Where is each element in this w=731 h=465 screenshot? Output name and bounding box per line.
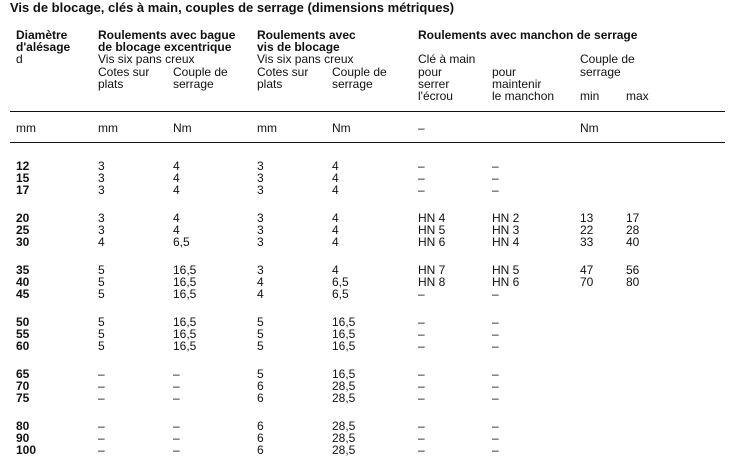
header-wrench-sleeve-line3: le manchon [492,89,555,103]
header-flats-2-line2: plats [257,77,283,91]
cell-flats-2: 3 [257,183,264,197]
cell-wrench-sleeve: HN 5 [492,263,520,277]
cell-wrench-nut: – [418,159,425,173]
cell-wrench-sleeve: HN 6 [492,275,520,289]
cell-flats-2: 6 [257,431,264,445]
cell-flats-2: 5 [257,339,264,353]
cell-wrench-sleeve: – [492,443,499,457]
cell-flats-2: 3 [257,235,264,249]
cell-bore: 35 [16,263,30,277]
cell-torque-max: 56 [626,263,640,277]
cell-torque-2: 28,5 [332,419,356,433]
cell-flats-2: 6 [257,443,264,457]
table-row [0,172,731,184]
cell-torque-max: 40 [626,235,640,249]
cell-flats-1: 4 [98,235,105,249]
cell-wrench-nut: – [418,315,425,329]
table-row [0,160,731,172]
unit-wrench: – [418,121,425,135]
header-max: max [626,89,649,103]
header-eccentric-line2: de blocage excentrique [98,40,232,54]
header-torque-1-line1: Couple de [173,65,228,79]
cell-bore: 100 [16,443,37,457]
cell-wrench-sleeve: – [492,287,499,301]
cell-bore: 70 [16,379,30,393]
cell-wrench-sleeve: – [492,419,499,433]
cell-flats-2: 3 [257,263,264,277]
cell-bore: 20 [16,211,30,225]
table-row [0,264,731,276]
header-torque-sleeve-line2: serrage [580,65,621,79]
cell-torque-2: 28,5 [332,391,356,405]
cell-torque-min: 70 [580,275,594,289]
cell-torque-min: 13 [580,211,594,225]
cell-bore: 55 [16,327,30,341]
cell-bore: 15 [16,171,30,185]
table-row [0,444,731,456]
header-flats-2-line1: Cotes sur [257,65,309,79]
cell-wrench-sleeve: – [492,315,499,329]
cell-torque-1: 16,5 [173,287,197,301]
cell-wrench-nut: – [418,431,425,445]
cell-flats-1: 3 [98,159,105,173]
cell-flats-1: – [98,419,105,433]
unit-torque-1: Nm [173,121,192,135]
cell-flats-1: 5 [98,327,105,341]
header-min: min [580,89,600,103]
cell-torque-2: 4 [332,235,339,249]
header-wrench-nut-line3: l'écrou [418,89,453,103]
cell-torque-1: 4 [173,223,180,237]
table-row [0,368,731,380]
unit-flats-2: mm [257,121,277,135]
cell-wrench-nut: HN 5 [418,223,446,237]
cell-bore: 30 [16,235,30,249]
cell-torque-1: – [173,367,180,381]
cell-wrench-sleeve: – [492,431,499,445]
header-bore-line1: Diamètre [16,28,68,42]
cell-flats-1: 3 [98,183,105,197]
cell-flats-2: 3 [257,159,264,173]
cell-torque-2: 28,5 [332,379,356,393]
cell-flats-2: 4 [257,287,264,301]
cell-flats-2: 4 [257,275,264,289]
table-row [0,224,731,236]
header-rule-top [10,111,725,112]
cell-flats-2: 3 [257,223,264,237]
cell-wrench-sleeve: HN 4 [492,235,520,249]
cell-torque-1: 4 [173,159,180,173]
cell-wrench-nut: – [418,171,425,185]
cell-torque-max: 80 [626,275,640,289]
cell-wrench-sleeve: – [492,171,499,185]
cell-torque-2: 6,5 [332,287,349,301]
cell-torque-1: 16,5 [173,339,197,353]
table-row [0,288,731,300]
cell-torque-2: 16,5 [332,339,356,353]
unit-torque-2: Nm [332,121,351,135]
table-row [0,316,731,328]
cell-torque-2: 28,5 [332,431,356,445]
header-torque-1-line2: serrage [173,77,214,91]
cell-flats-1: – [98,379,105,393]
cell-wrench-sleeve: – [492,391,499,405]
cell-torque-max: 17 [626,211,640,225]
header-bore-symbol: d [16,52,23,66]
cell-torque-2: 4 [332,223,339,237]
cell-wrench-sleeve: – [492,159,499,173]
cell-wrench-nut: – [418,419,425,433]
header-eccentric-line1: Roulements avec bague [98,28,236,42]
cell-torque-1: 4 [173,211,180,225]
cell-bore: 75 [16,391,30,405]
cell-bore: 25 [16,223,30,237]
cell-wrench-sleeve: – [492,183,499,197]
cell-wrench-nut: – [418,287,425,301]
cell-bore: 12 [16,159,30,173]
cell-wrench-nut: – [418,443,425,457]
cell-flats-1: 3 [98,223,105,237]
header-hex-socket-2: Vis six pans creux [257,52,354,66]
cell-wrench-nut: – [418,327,425,341]
cell-torque-1: – [173,443,180,457]
cell-torque-max: 28 [626,223,640,237]
cell-torque-2: 16,5 [332,327,356,341]
unit-bore: mm [16,121,36,135]
cell-wrench-sleeve: – [492,379,499,393]
table-row [0,184,731,196]
header-flats-1-line1: Cotes sur [98,65,150,79]
header-wrench-nut-line2: serrer [418,77,450,91]
cell-flats-2: 6 [257,391,264,405]
cell-torque-min: 33 [580,235,594,249]
cell-torque-2: 16,5 [332,315,356,329]
cell-torque-2: 28,5 [332,443,356,457]
cell-wrench-nut: HN 4 [418,211,446,225]
cell-flats-1: 5 [98,263,105,277]
table-row [0,276,731,288]
header-wrench-nut-line1: pour [418,65,443,79]
unit-flats-1: mm [98,121,118,135]
cell-torque-1: – [173,391,180,405]
cell-flats-1: – [98,391,105,405]
cell-bore: 50 [16,315,30,329]
cell-flats-1: 5 [98,287,105,301]
header-torque-2-line1: Couple de [332,65,387,79]
cell-flats-1: – [98,367,105,381]
table-row [0,340,731,352]
cell-torque-1: 4 [173,183,180,197]
cell-bore: 40 [16,275,30,289]
header-bore-line2: d'alésage [16,40,71,54]
cell-torque-1: 16,5 [173,315,197,329]
cell-wrench-sleeve: HN 2 [492,211,520,225]
header-rule-bottom [10,142,725,143]
header-torque-2-line2: serrage [332,77,373,91]
cell-flats-2: 5 [257,367,264,381]
cell-wrench-nut: – [418,367,425,381]
cell-flats-1: 5 [98,339,105,353]
table-row [0,380,731,392]
unit-torque-sleeve: Nm [580,121,599,135]
cell-torque-2: 4 [332,211,339,225]
cell-wrench-nut: – [418,339,425,353]
cell-torque-min: 47 [580,263,594,277]
cell-torque-1: – [173,419,180,433]
cell-torque-1: – [173,431,180,445]
header-flats-1-line2: plats [98,77,124,91]
cell-torque-2: 4 [332,263,339,277]
table-row [0,328,731,340]
table-row [0,392,731,404]
cell-torque-1: 6,5 [173,235,190,249]
cell-wrench-sleeve: HN 3 [492,223,520,237]
cell-wrench-nut: HN 8 [418,275,446,289]
table-row [0,432,731,444]
header-wrench-sleeve-line1: pour [492,65,517,79]
cell-bore: 45 [16,287,30,301]
cell-wrench-sleeve: – [492,327,499,341]
cell-wrench-nut: HN 7 [418,263,446,277]
cell-flats-1: 5 [98,315,105,329]
cell-flats-1: 3 [98,171,105,185]
cell-bore: 90 [16,431,30,445]
cell-wrench-nut: – [418,391,425,405]
cell-torque-1: 16,5 [173,275,197,289]
cell-flats-1: 3 [98,211,105,225]
cell-flats-2: 6 [257,379,264,393]
cell-torque-2: 4 [332,159,339,173]
cell-flats-1: – [98,443,105,457]
cell-bore: 80 [16,419,30,433]
header-sleeve-group: Roulements avec manchon de serrage [418,28,638,42]
cell-torque-1: 16,5 [173,327,197,341]
header-screw-line1: Roulements avec [257,28,356,42]
cell-torque-1: 4 [173,171,180,185]
cell-wrench-nut: – [418,183,425,197]
cell-flats-2: 3 [257,171,264,185]
cell-bore: 65 [16,367,30,381]
table-row [0,212,731,224]
cell-flats-2: 5 [257,315,264,329]
cell-flats-2: 3 [257,211,264,225]
header-torque-sleeve-line1: Couple de [580,52,635,66]
cell-wrench-nut: – [418,379,425,393]
table-row [0,236,731,248]
cell-wrench-sleeve: – [492,339,499,353]
cell-flats-2: 6 [257,419,264,433]
cell-torque-1: 16,5 [173,263,197,277]
cell-flats-1: – [98,431,105,445]
table-row [0,420,731,432]
cell-torque-1: – [173,379,180,393]
header-wrench: Clé à main [418,52,476,66]
cell-bore: 17 [16,183,30,197]
header-wrench-sleeve-line2: maintenir [492,77,542,91]
cell-torque-2: 6,5 [332,275,349,289]
cell-wrench-nut: HN 6 [418,235,446,249]
cell-torque-2: 16,5 [332,367,356,381]
cell-bore: 60 [16,339,30,353]
cell-torque-min: 22 [580,223,594,237]
cell-torque-2: 4 [332,183,339,197]
header-screw-line2: vis de blocage [257,40,340,54]
cell-torque-2: 4 [332,171,339,185]
cell-flats-1: 5 [98,275,105,289]
cell-flats-2: 5 [257,327,264,341]
header-hex-socket-1: Vis six pans creux [98,52,195,66]
table-title: Vis de blocage, clés à main, couples de serrage (dimensions métriques) [10,0,455,15]
cell-wrench-sleeve: – [492,367,499,381]
